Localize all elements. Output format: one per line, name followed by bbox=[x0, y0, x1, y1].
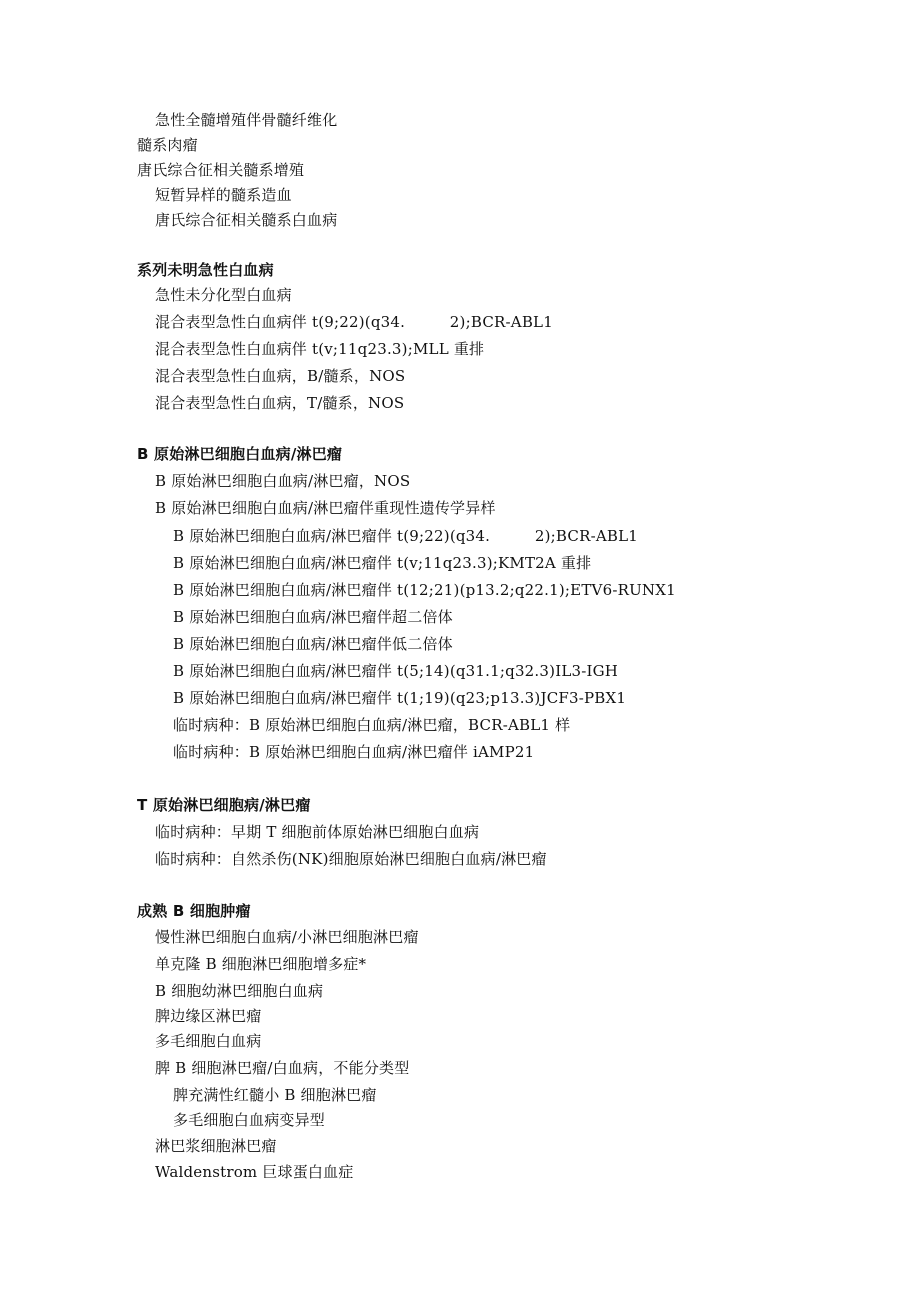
item-provisional-bcr-abl1-like: 临时病种：B 原始淋巴细胞白血病/淋巴瘤，BCR-ABL1 样 bbox=[173, 716, 571, 734]
item-myeloid-sarcoma: 髓系肉瘤 bbox=[137, 136, 198, 154]
item-transient-abnormal-myelopoiesis: 短暂异样的髓系造血 bbox=[155, 186, 292, 204]
item-splenic-marginal-zone: 脾边缘区淋巴瘤 bbox=[155, 1007, 262, 1025]
item-splenic-diffuse-red-pulp: 脾充满性红髓小 B 细胞淋巴瘤 bbox=[173, 1086, 377, 1104]
item-lymphoplasmacytic: 淋巴浆细胞淋巴瘤 bbox=[155, 1137, 277, 1155]
item-provisional-iamp21: 临时病种：B 原始淋巴细胞白血病/淋巴瘤伴 iAMP21 bbox=[173, 743, 535, 761]
item-b-all-il3-igh: B 原始淋巴细胞白血病/淋巴瘤伴 t(5;14)(q31.1;q32.3)IL3-IGH bbox=[173, 662, 619, 680]
section-heading-b-lymphoblastic: B 原始淋巴细胞白血病/淋巴瘤 bbox=[137, 445, 343, 463]
item-hairy-cell-leukemia: 多毛细胞白血病 bbox=[155, 1032, 262, 1050]
section-heading-t-lymphoblastic: T 原始淋巴细胞病/淋巴瘤 bbox=[137, 796, 311, 814]
item-b-all-bcr-abl1: B 原始淋巴细胞白血病/淋巴瘤伴 t(9;22)(q34. 2);BCR-ABL1 bbox=[173, 527, 639, 545]
section-heading-mature-b-cell: 成熟 B 细胞肿瘤 bbox=[137, 902, 251, 920]
item-mpal-bcr-abl1: 混合表型急性白血病伴 t(9;22)(q34. 2);BCR-ABL1 bbox=[155, 313, 553, 331]
item-mbl: 单克隆 B 细胞淋巴细胞增多症* bbox=[155, 955, 367, 973]
item-mpal-b-myeloid: 混合表型急性白血病，B/髓系，NOS bbox=[155, 367, 406, 385]
section-heading-ambiguous-lineage: 系列未明急性白血病 bbox=[137, 261, 274, 279]
item-b-all-etv6-runx1: B 原始淋巴细胞白血病/淋巴瘤伴 t(12;21)(p13.2;q22.1);ETV6-RUNX1 bbox=[173, 581, 676, 599]
item-down-syndrome-leukemia: 唐氏综合征相关髓系白血病 bbox=[155, 211, 338, 229]
item-mpal-mll: 混合表型急性白血病伴 t(v;11q23.3);MLL 重排 bbox=[155, 340, 485, 358]
item-b-pll: B 细胞幼淋巴细胞白血病 bbox=[155, 982, 324, 1000]
item-waldenstrom: Waldenstrom 巨球蛋白血症 bbox=[155, 1163, 354, 1181]
item-acute-panmyelosis: 急性全髓增殖伴骨髓纤维化 bbox=[155, 111, 338, 129]
item-down-syndrome-proliferation: 唐氏综合征相关髓系增殖 bbox=[137, 161, 305, 179]
item-b-all-recurrent: B 原始淋巴细胞白血病/淋巴瘤伴重现性遗传学异样 bbox=[155, 499, 496, 517]
item-mpal-t-myeloid: 混合表型急性白血病，T/髓系，NOS bbox=[155, 394, 405, 412]
item-b-all-hyperdiploidy: B 原始淋巴细胞白血病/淋巴瘤伴超二倍体 bbox=[173, 608, 453, 626]
item-b-all-kmt2a: B 原始淋巴细胞白血病/淋巴瘤伴 t(v;11q23.3);KMT2A 重排 bbox=[173, 554, 592, 572]
item-b-all-nos: B 原始淋巴细胞白血病/淋巴瘤，NOS bbox=[155, 472, 411, 490]
item-provisional-etp: 临时病种：早期 T 细胞前体原始淋巴细胞白血病 bbox=[155, 823, 480, 841]
item-cll-sll: 慢性淋巴细胞白血病/小淋巴细胞淋巴瘤 bbox=[155, 928, 419, 946]
item-hairy-cell-variant: 多毛细胞白血病变异型 bbox=[173, 1111, 326, 1129]
item-undifferentiated-leukemia: 急性未分化型白血病 bbox=[155, 286, 292, 304]
item-splenic-unclassifiable: 脾 B 细胞淋巴瘤/白血病，不能分类型 bbox=[155, 1059, 410, 1077]
item-b-all-tcf3-pbx1: B 原始淋巴细胞白血病/淋巴瘤伴 t(1;19)(q23;p13.3)JCF3-PBX1 bbox=[173, 689, 627, 707]
item-b-all-hypodiploidy: B 原始淋巴细胞白血病/淋巴瘤伴低二倍体 bbox=[173, 635, 453, 653]
item-provisional-nk: 临时病种：自然杀伤(NK)细胞原始淋巴细胞白血病/淋巴瘤 bbox=[155, 850, 547, 868]
